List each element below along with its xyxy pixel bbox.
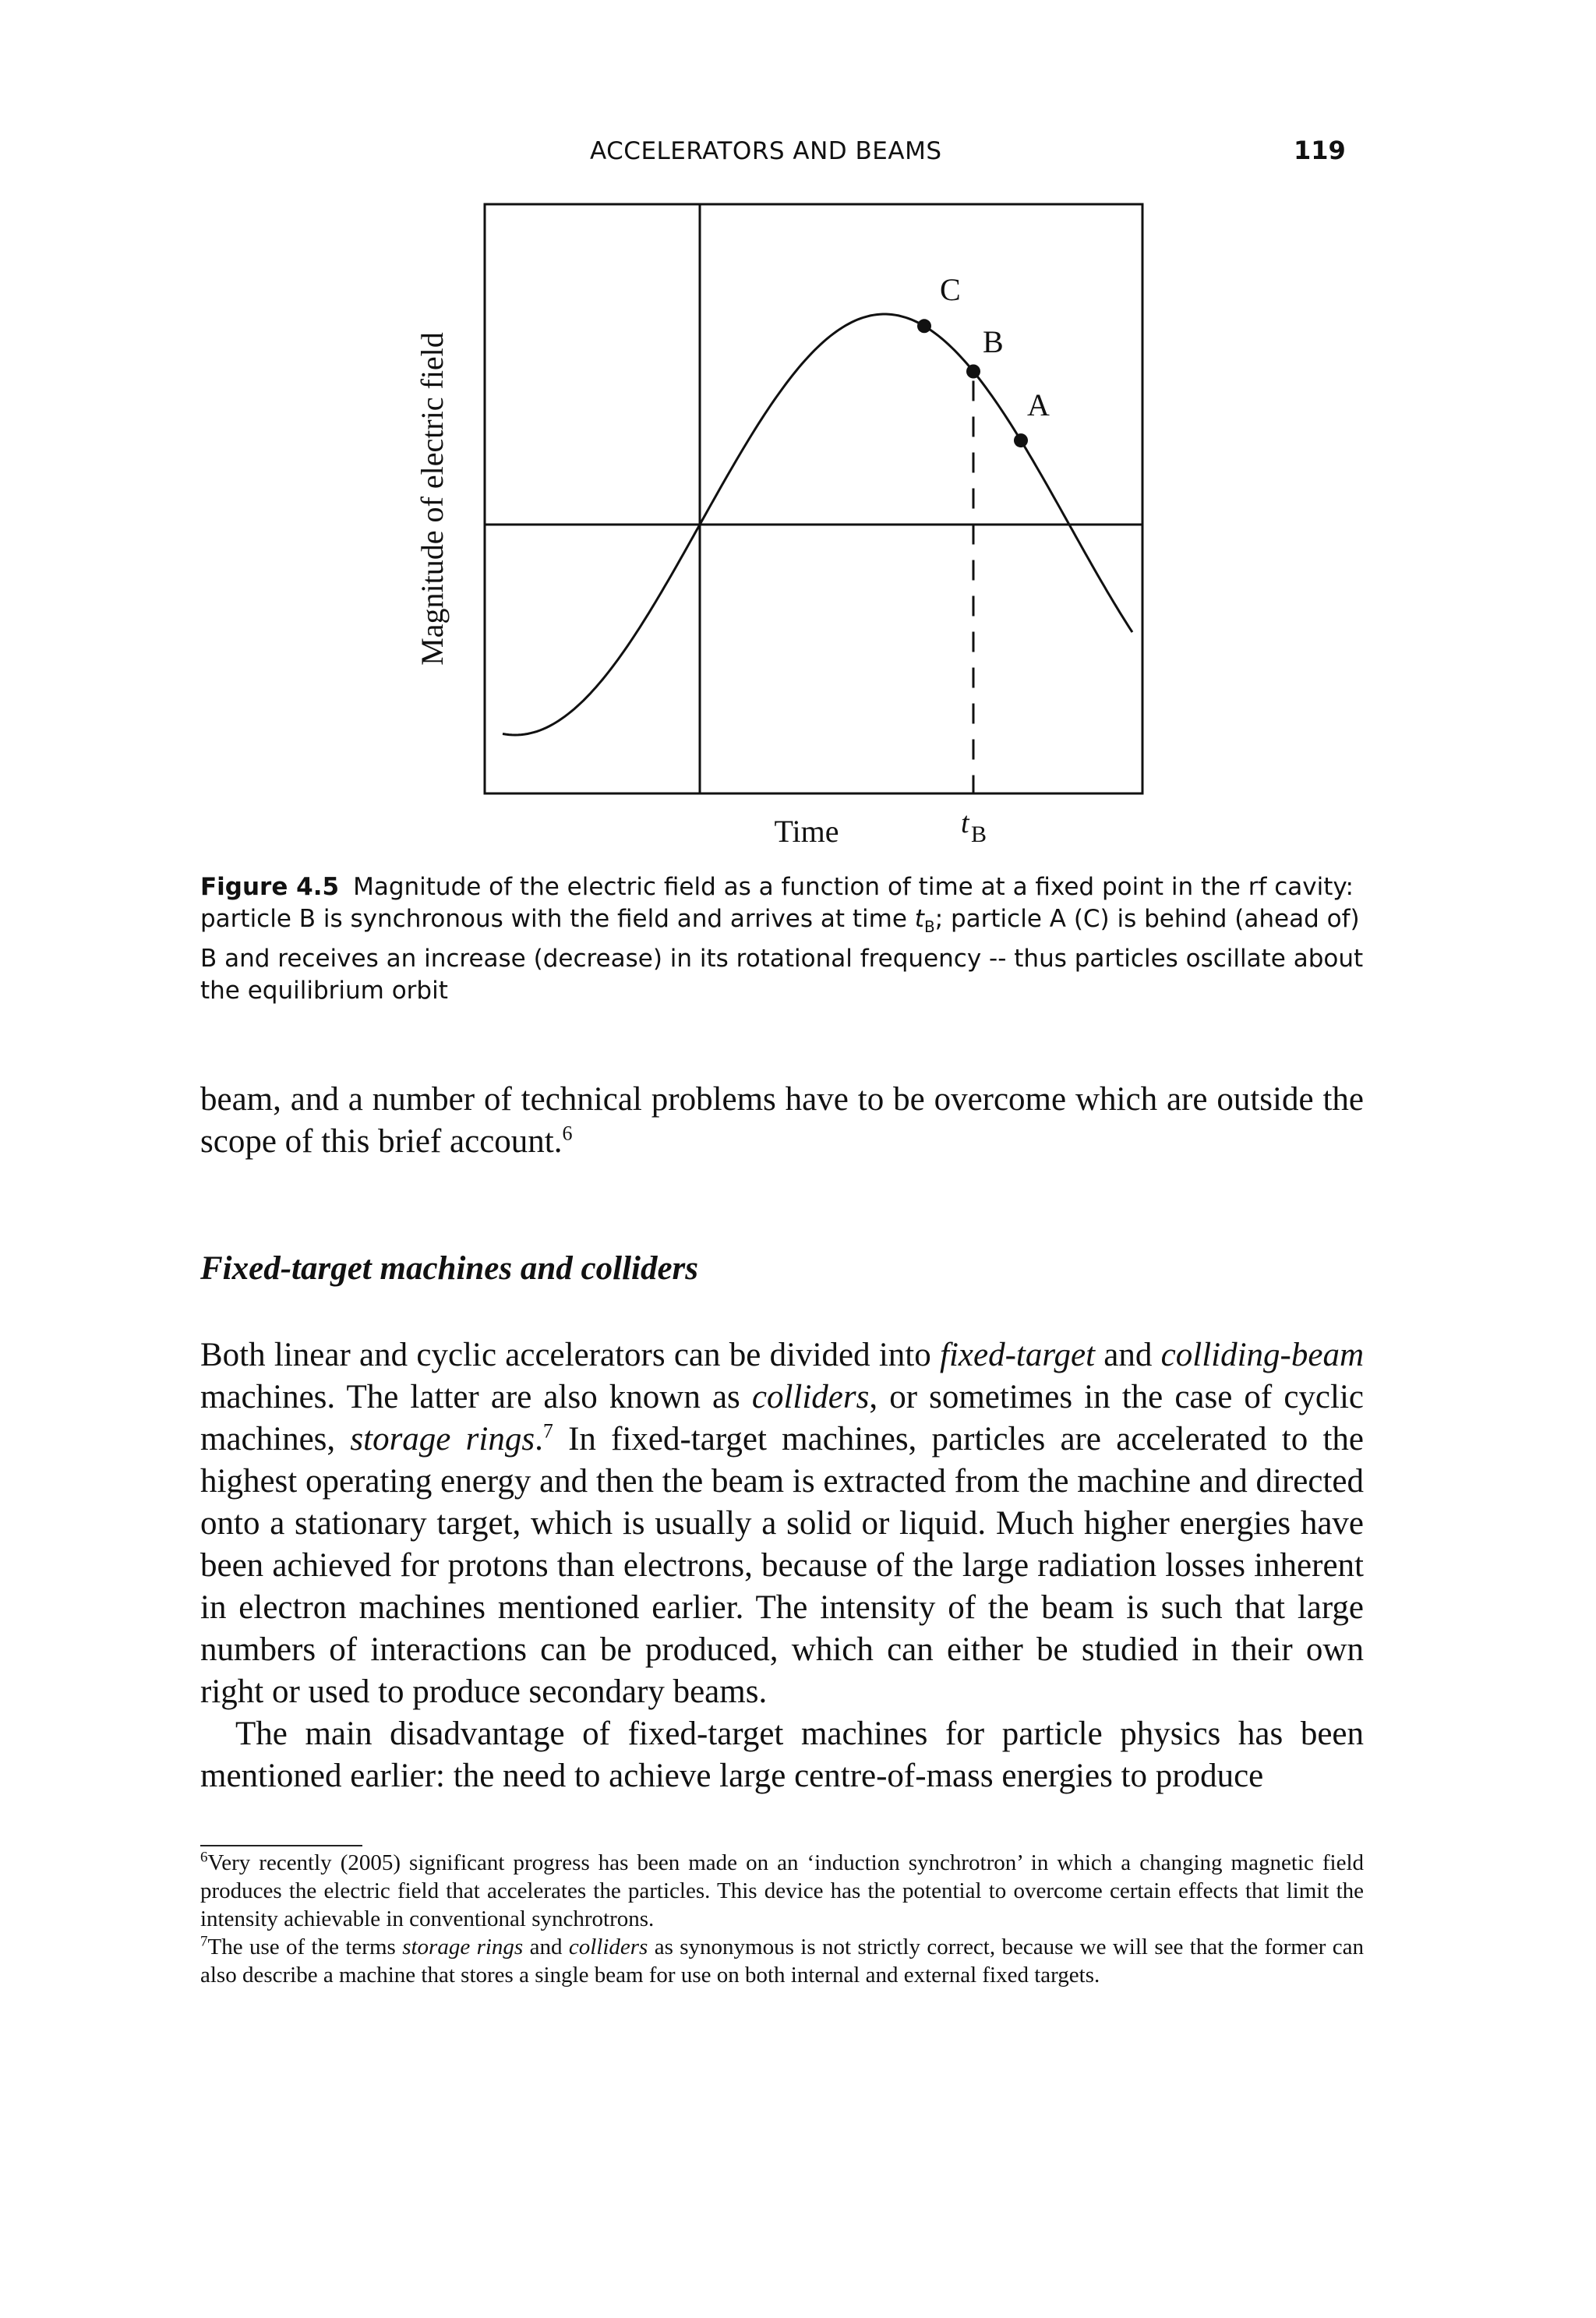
paragraph-fixed-target-text-1: Both linear and cyclic accelerators can be divided into xyxy=(200,1337,941,1373)
point-c-marker xyxy=(917,319,931,333)
footnote-6 xyxy=(200,1849,1364,1933)
paragraph-continued xyxy=(200,1079,1364,1163)
tb-label-subscript: B xyxy=(971,822,987,847)
footnote-rule xyxy=(200,1845,362,1846)
x-axis-label: Time xyxy=(774,814,839,849)
point-a-marker xyxy=(1014,433,1028,447)
section-heading: Fixed-target machines and colliders xyxy=(200,1250,699,1287)
footnote-7-term-colliders: colliders xyxy=(568,1935,648,1959)
footnote-7-term-storage-rings: storage rings xyxy=(402,1935,524,1959)
point-b-marker xyxy=(966,365,980,379)
page-number: 119 xyxy=(1294,136,1346,165)
footnote-ref-6: 6 xyxy=(562,1122,573,1145)
footnote-7-text-2: and xyxy=(523,1935,569,1959)
footnote-7-number: 7 xyxy=(200,1933,208,1950)
tb-label-t: t xyxy=(961,807,969,839)
footnote-6-text: Very recently (2005) significant progress has been made on an ‘induction synchrotron’ in which a changing magnetic field produces the electric field that accelerates the particles. This device has the potential to overcome certain effects that limit the intensity achievable in conventional synchrotrons. xyxy=(200,1850,1364,1931)
footnote-7-text-3: as synonymous is not strictly correct, because we will see that the former can also describe a machine that stores a single beam for use on both internal and external fixed targets. xyxy=(200,1935,1364,1988)
figure-electric-field xyxy=(0,0,1596,857)
figure-frame xyxy=(485,204,1142,793)
footnote-6-number: 6 xyxy=(200,1849,208,1866)
footnotes xyxy=(200,1849,1364,1989)
paragraph-disadvantage-text: The main disadvantage of fixed-target machines for particle physics has been mentioned earlier: the need to achieve large centre-of-mass energies to produce xyxy=(200,1716,1364,1794)
point-a-label: A xyxy=(1027,387,1050,422)
figure-caption xyxy=(200,871,1364,1007)
footnote-7-text-1: The use of the terms xyxy=(207,1935,403,1959)
paragraph-fixed-target-text-2: and xyxy=(1095,1337,1161,1373)
paragraph-fixed-target-text-3: machines. The latter are also known as xyxy=(200,1379,752,1415)
point-b-label: B xyxy=(983,324,1004,359)
figure-caption-text-2: ; particle A (C) is behind (ahead of) B and receives an increase (decrease) in its rotational frequency -- thus particles oscillate about the equilibrium orbit xyxy=(200,905,1364,1005)
footnote-7 xyxy=(200,1933,1364,1989)
running-header: ACCELERATORS AND BEAMS xyxy=(590,137,942,165)
term-colliders: colliders xyxy=(751,1379,870,1415)
figure-caption-t: t xyxy=(914,905,924,933)
paragraph-fixed-target-text-4: , or sometimes in the case of cyclic machines, xyxy=(200,1379,1364,1458)
footnote-ref-7: 7 xyxy=(542,1419,553,1443)
term-storage-rings: storage rings xyxy=(350,1421,535,1458)
paragraph-fixed-target-text-6: In fixed-target machines, particles are accelerated to the highest operating energy and then the beam is extracted from the machine and directed onto a stationary target, which is usually a solid or liquid. Much higher energies have been achieved for protons than electrons, because of the large radiation losses inherent in electron machines mentioned earlier. The intensity of the beam is such that large numbers of interactions can be produced, which can either be studied in their own right or used to produce secondary beams. xyxy=(200,1421,1364,1710)
term-colliding-beam: colliding-beam xyxy=(1160,1337,1365,1373)
figure-caption-label: Figure 4.5 xyxy=(200,873,340,901)
point-c-label: C xyxy=(940,272,961,307)
figure-caption-t-sub: B xyxy=(923,917,935,937)
paragraph-fixed-target-text-5: . xyxy=(535,1421,543,1458)
y-axis-label: Magnitude of electric field xyxy=(415,332,450,666)
paragraph-continued-text: beam, and a number of technical problems have to be overcome which are outside the scope of this brief account. xyxy=(200,1081,1364,1160)
figure-caption-text-1: Magnitude of the electric field as a function of time at a fixed point in the rf cavity: particle B is synchronous with the field and arrives at time xyxy=(200,873,1354,933)
paragraph-fixed-target xyxy=(200,1334,1364,1713)
paragraph-disadvantage xyxy=(200,1713,1364,1797)
term-fixed-target: fixed-target xyxy=(940,1337,1096,1373)
